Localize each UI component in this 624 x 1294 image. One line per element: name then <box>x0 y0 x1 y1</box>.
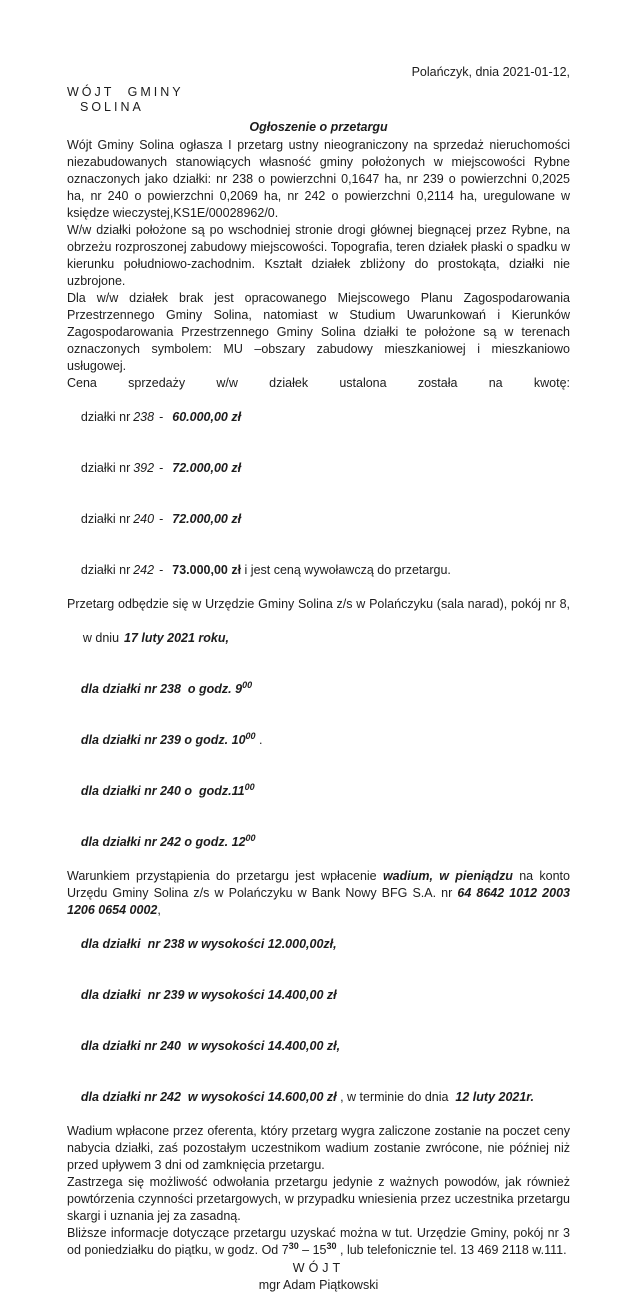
schedule-hour-superscript: 00 <box>244 781 255 792</box>
wadium-intro-comma: , <box>157 903 161 917</box>
wadium-deadline-date: 12 luty 2021r. <box>451 1090 534 1104</box>
price-row-242 <box>67 545 570 596</box>
paragraph-zoning-plan: Dla w/w działek brak jest opracowanego Miejscowego Planu Zagospodarowania Przestrzennego Gminy Solina, natomiast w Studium Uwarunkowań i Kierunków Zagospodarowania Przestrzennego Gminy Solina działki te położone są w terenach oznaczonych symbolem: MU –obszary zabudowy mieszkaniowej i mieszkaniowo usługowej. <box>67 291 570 373</box>
price-amount: 72.000,00 zł <box>172 461 242 475</box>
schedule-text: dla działki nr 240 o godz.11 <box>80 784 245 798</box>
price-row-238 <box>67 392 570 443</box>
price-dash: - <box>159 512 164 526</box>
document-date: Polańczyk, dnia 2021-01-12, <box>411 65 570 79</box>
wadium-deadline-text: , w terminie do dnia <box>336 1090 452 1104</box>
wadium-intro-text: Warunkiem przystąpienia do przetargu jest wpłacenie <box>67 869 383 883</box>
schedule-text: dla działki nr 238 o godz. 9 <box>80 682 243 696</box>
price-label: działki nr <box>80 563 131 577</box>
auction-date-line <box>67 613 570 664</box>
info-text3: , lub telefonicznie tel. 13 469 2118 w.111. <box>336 1243 567 1257</box>
wadium-emphasis: wadium, w pieniądzu <box>382 869 513 883</box>
price-row-240 <box>67 494 570 545</box>
price-tail: i jest ceną wywoławczą do przetargu. <box>241 563 451 577</box>
price-row-392 <box>67 443 570 494</box>
schedule-row-240 <box>67 766 570 817</box>
price-dash: - <box>159 461 164 475</box>
auction-date: 17 luty 2021 roku, <box>124 631 229 645</box>
document-title: Ogłoszenie o przetargu <box>249 120 388 134</box>
plot-number: 242 <box>133 563 155 577</box>
wadium-intro-text2: na konto Urzędu Gminy Solina z/s w Polańczyku w Bank Nowy BFG S.A. nr <box>67 869 570 900</box>
schedule-row-238 <box>67 664 570 715</box>
office-hours-superscript: 30 <box>326 1240 337 1251</box>
paragraph-cancellation: Zastrzega się możliwość odwołania przetargu jedynie z ważnych powodów, jak również powtórzenia czynności przetargowych, w przypadku wniesienia przez uczestnika przetargu skargi i uznania jej za zasadną. <box>67 1175 570 1223</box>
paragraph-wadium-return: Wadium wpłacone przez oferenta, który przetarg wygra zaliczone zostanie na poczet ceny nabycia działki, zaś pozostałym uczestnikom wadium zostanie zwrócone, nie później niż przed upływem 3 dni od zamknięcia przetargu. <box>67 1124 570 1172</box>
signature-name: mgr Adam Piątkowski <box>258 1278 379 1292</box>
wadium-row-242 <box>67 1072 570 1123</box>
price-amount: 60.000,00 zł <box>172 410 242 424</box>
price-label: działki nr <box>80 512 131 526</box>
issuing-office <box>67 85 570 115</box>
schedule-tail: . <box>255 733 263 747</box>
wadium-row-239 <box>67 970 570 1021</box>
office-name-line1: WÓJT GMINY <box>67 85 184 99</box>
office-name-line2: SOLINA <box>80 100 144 114</box>
schedule-hour-superscript: 00 <box>242 679 253 690</box>
info-text2: – 15 <box>298 1243 327 1257</box>
wadium-row-238 <box>67 919 570 970</box>
price-dash: - <box>159 563 164 577</box>
price-intro-line: Cena sprzedaży w/w działek ustalona została na kwotę: <box>67 376 570 390</box>
price-dash: - <box>159 410 164 424</box>
wadium-amount-text: dla działki nr 238 w wysokości 12.000,00zł, <box>80 937 337 951</box>
info-text: Bliższe informacje dotyczące przetargu uzyskać można w tut. Urzędzie Gminy, pokój nr 3 od poniedziałku do piątku, w godz. Od 7 <box>67 1226 570 1257</box>
paragraph-location: W/w działki położone są po wschodniej stronie drogi głównej biegnącej przez Rybne, na obrzeżu rozproszonej zabudowy miejscowości. Topografia, teren działek płaski o spadku w kierunku południowo-zachodnim. Kształt działek zbliżony do prostokąta, działki nie uzbrojone. <box>67 223 570 288</box>
schedule-text: dla działki nr 242 o godz. 12 <box>80 835 246 849</box>
auction-date-prefix: w dniu <box>82 631 120 645</box>
price-label: działki nr <box>80 410 131 424</box>
wadium-amount-text: dla działki nr 242 w wysokości 14.600,00 zł <box>80 1090 337 1104</box>
wadium-amount-text: dla działki nr 240 w wysokości 14.400,00 zł, <box>80 1039 341 1053</box>
plot-number: 238 <box>133 410 155 424</box>
paragraph-intro: Wójt Gminy Solina ogłasza I przetarg ustny nieograniczony na sprzedaż nieruchomości niezabudowanych stanowiących własność gminy położonych w miejscowości Rybne oznaczonych jako działki: nr 238 o powierzchni 0,1647 ha, nr 239 o powierzchni 0,2025 ha, nr 240 o powierzchni 0,2069 ha, nr 242 o powierzchni 0,2114 ha, uregulowane w księdze wieczystej,KS1E/00028962/0. <box>67 138 570 220</box>
price-amount: 72.000,00 zł <box>172 512 242 526</box>
wadium-amount-text: dla działki nr 239 w wysokości 14.400,00 zł <box>80 988 337 1002</box>
office-hours-superscript: 30 <box>288 1240 299 1251</box>
bank-account-number: 64 8642 1012 2003 1206 0654 0002 <box>67 886 570 917</box>
plot-number: 392 <box>133 461 155 475</box>
plot-number: 240 <box>133 512 155 526</box>
auction-place-line: Przetarg odbędzie się w Urzędzie Gminy Solina z/s w Polańczyku (sala narad), pokój nr 8, <box>67 597 570 611</box>
schedule-hour-superscript: 00 <box>245 832 256 843</box>
price-label: działki nr <box>80 461 131 475</box>
paragraph-more-info <box>67 1225 570 1259</box>
schedule-hour-superscript: 00 <box>245 730 256 741</box>
wadium-row-240 <box>67 1021 570 1072</box>
schedule-row-239 <box>67 715 570 766</box>
paragraph-wadium-conditions <box>67 868 570 919</box>
price-amount: 73.000,00 zł <box>172 563 242 577</box>
schedule-row-242 <box>67 817 570 868</box>
signature-role: WÓJT <box>292 1261 345 1275</box>
schedule-text: dla działki nr 239 o godz. 10 <box>80 733 246 747</box>
